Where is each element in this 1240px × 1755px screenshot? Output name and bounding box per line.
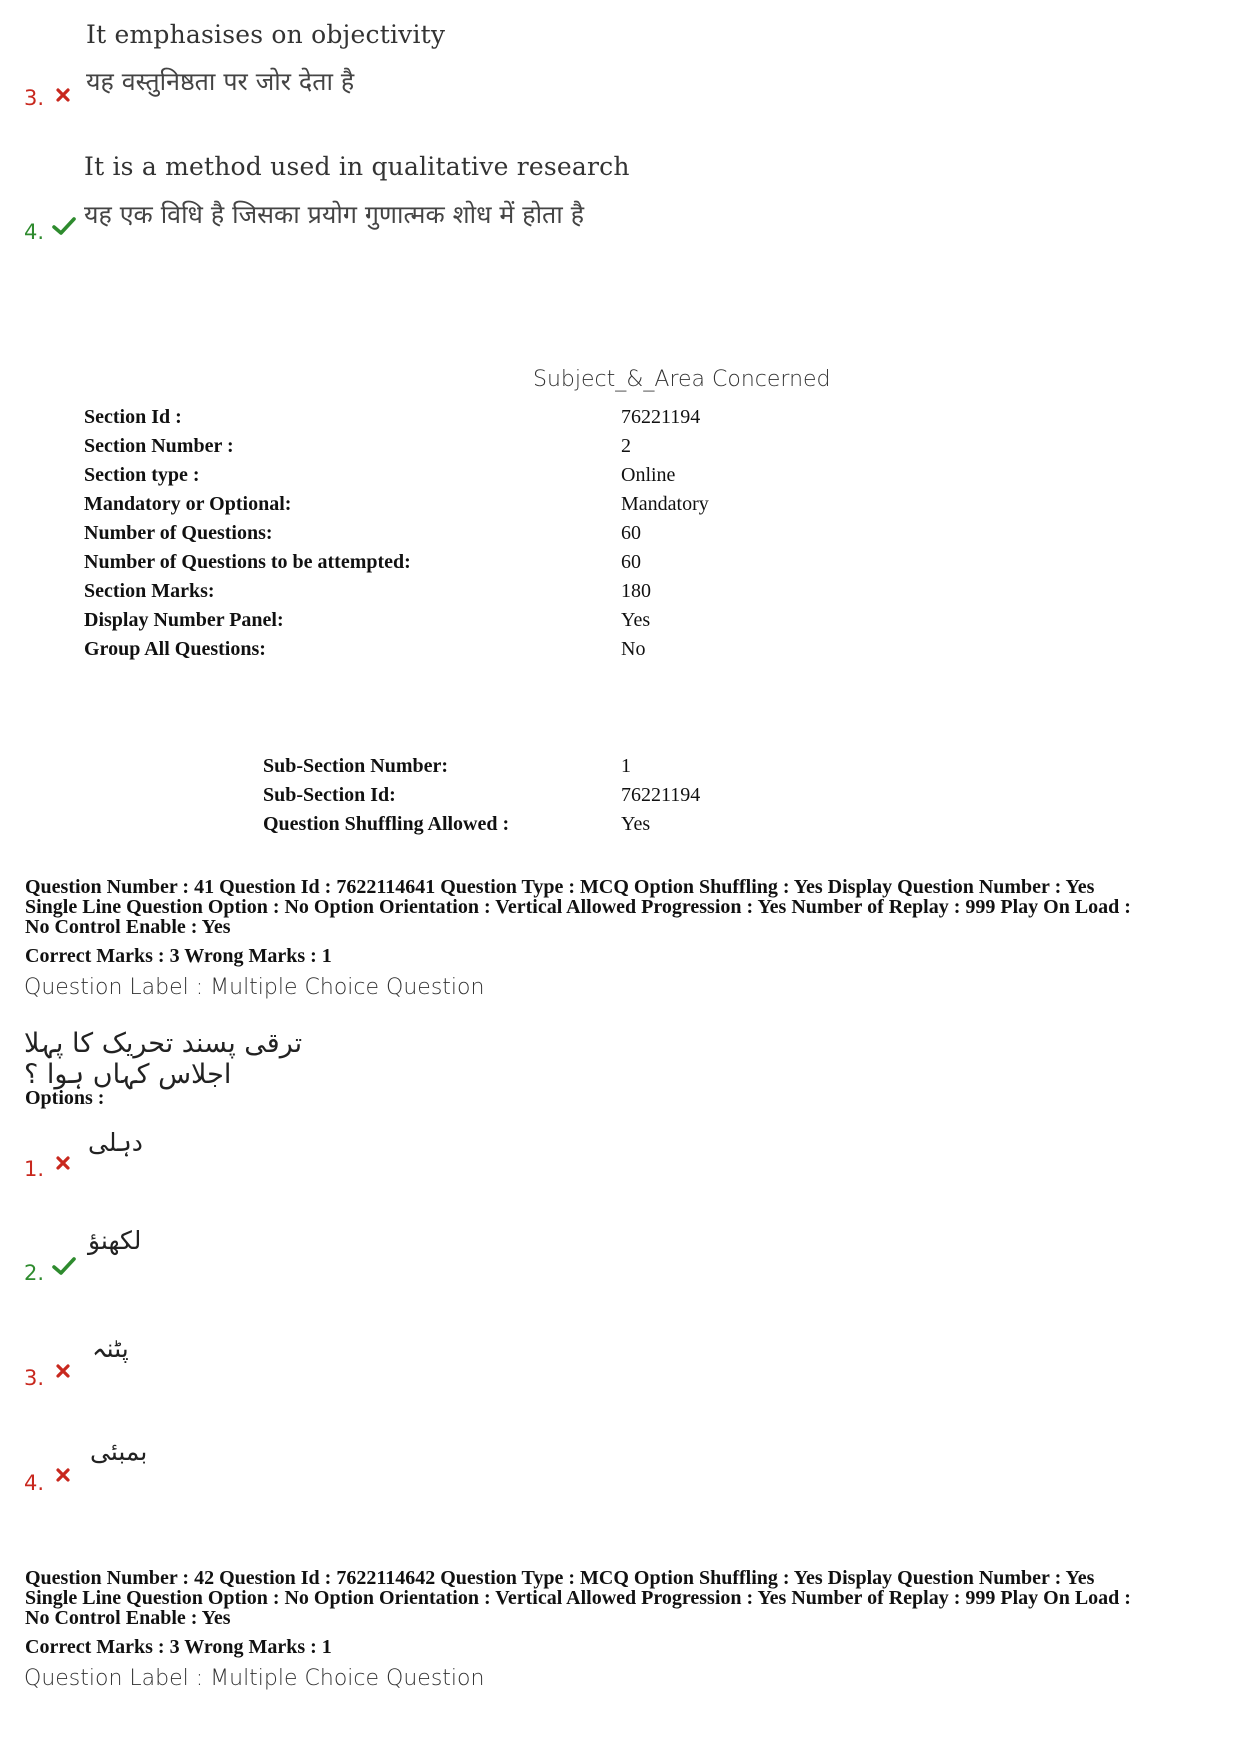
prev-option-4-hindi: यह एक विधि है जिसका प्रयोग गुणात्मक शोध में होता है bbox=[84, 200, 584, 229]
check-icon bbox=[52, 1256, 76, 1276]
q41-option-3-text: پٹنہ bbox=[92, 1334, 129, 1363]
section-value: Mandatory bbox=[621, 493, 709, 515]
q42-meta-line-3: No Control Enable : Yes bbox=[25, 1607, 231, 1629]
check-icon bbox=[52, 216, 76, 236]
section-label: Number of Questions to be attempted: bbox=[84, 551, 411, 573]
section-label: Section Marks: bbox=[84, 580, 215, 602]
prev-option-3-number: 3. bbox=[24, 86, 45, 110]
subsection-value: Yes bbox=[621, 813, 651, 835]
prev-option-3-hindi: यह वस्तुनिष्ठता पर जोर देता है bbox=[86, 67, 355, 96]
section-value: No bbox=[621, 638, 646, 660]
cross-icon bbox=[56, 1468, 70, 1482]
section-label: Section type : bbox=[84, 464, 200, 486]
q41-question-label: Question Label : Multiple Choice Question bbox=[24, 975, 485, 1000]
section-label: Group All Questions: bbox=[84, 638, 266, 660]
subsection-value: 76221194 bbox=[621, 784, 701, 806]
section-value: 76221194 bbox=[621, 406, 701, 428]
prev-option-4-english: It is a method used in qualitative research bbox=[84, 152, 630, 181]
section-label: Mandatory or Optional: bbox=[84, 493, 292, 515]
q41-marks: Correct Marks : 3 Wrong Marks : 1 bbox=[25, 945, 332, 967]
q41-option-4-number: 4. bbox=[24, 1471, 45, 1495]
section-value: Online bbox=[621, 464, 676, 486]
subsection-value: 1 bbox=[621, 755, 631, 777]
prev-option-3-english: It emphasises on objectivity bbox=[86, 20, 446, 49]
section-label: Display Number Panel: bbox=[84, 609, 284, 631]
q41-meta-line-3: No Control Enable : Yes bbox=[25, 916, 231, 938]
q41-option-2-number: 2. bbox=[24, 1261, 45, 1285]
section-label: Number of Questions: bbox=[84, 522, 273, 544]
q42-meta-line-2: Single Line Question Option : No Option Orientation : Vertical Allowed Progression : Yes Number of Replay : 999 Play On Load : bbox=[25, 1587, 1131, 1609]
q41-question-text: ترقی پسند تحریک کا پہلا اجلاس کہاں ہوا ؟ bbox=[24, 1028, 303, 1090]
q41-option-1-number: 1. bbox=[24, 1157, 45, 1181]
prev-option-4-number: 4. bbox=[24, 220, 45, 244]
q41-option-1-text: دہلی bbox=[88, 1128, 143, 1157]
section-value: 60 bbox=[621, 522, 641, 544]
subsection-label: Sub-Section Number: bbox=[263, 755, 449, 777]
section-label: Section Number : bbox=[84, 435, 234, 457]
section-value: 180 bbox=[621, 580, 651, 602]
q41-option-4-text: بمبئی bbox=[90, 1437, 148, 1466]
q41-meta-line-1: Question Number : 41 Question Id : 7622114641 Question Type : MCQ Option Shuffling : Yes Display Question Number : Yes bbox=[25, 876, 1095, 898]
q42-marks: Correct Marks : 3 Wrong Marks : 1 bbox=[25, 1636, 332, 1658]
cross-icon bbox=[56, 1156, 70, 1170]
section-heading: Subject_&_Area Concerned bbox=[533, 367, 831, 392]
q42-question-label: Question Label : Multiple Choice Question bbox=[24, 1666, 485, 1691]
subsection-label: Question Shuffling Allowed : bbox=[263, 813, 510, 835]
section-value: Yes bbox=[621, 609, 651, 631]
section-value: 2 bbox=[621, 435, 631, 457]
q41-option-3-number: 3. bbox=[24, 1366, 45, 1390]
q42-meta-line-1: Question Number : 42 Question Id : 7622114642 Question Type : MCQ Option Shuffling : Yes Display Question Number : Yes bbox=[25, 1567, 1095, 1589]
cross-icon bbox=[56, 88, 70, 102]
subsection-label: Sub-Section Id: bbox=[263, 784, 396, 806]
section-value: 60 bbox=[621, 551, 641, 573]
section-label: Section Id : bbox=[84, 406, 182, 428]
q41-meta-line-2: Single Line Question Option : No Option Orientation : Vertical Allowed Progression : Yes Number of Replay : 999 Play On Load : bbox=[25, 896, 1131, 918]
q41-option-2-text: لکھنؤ bbox=[88, 1226, 142, 1255]
q41-options-heading: Options : bbox=[25, 1087, 105, 1109]
cross-icon bbox=[56, 1364, 70, 1378]
